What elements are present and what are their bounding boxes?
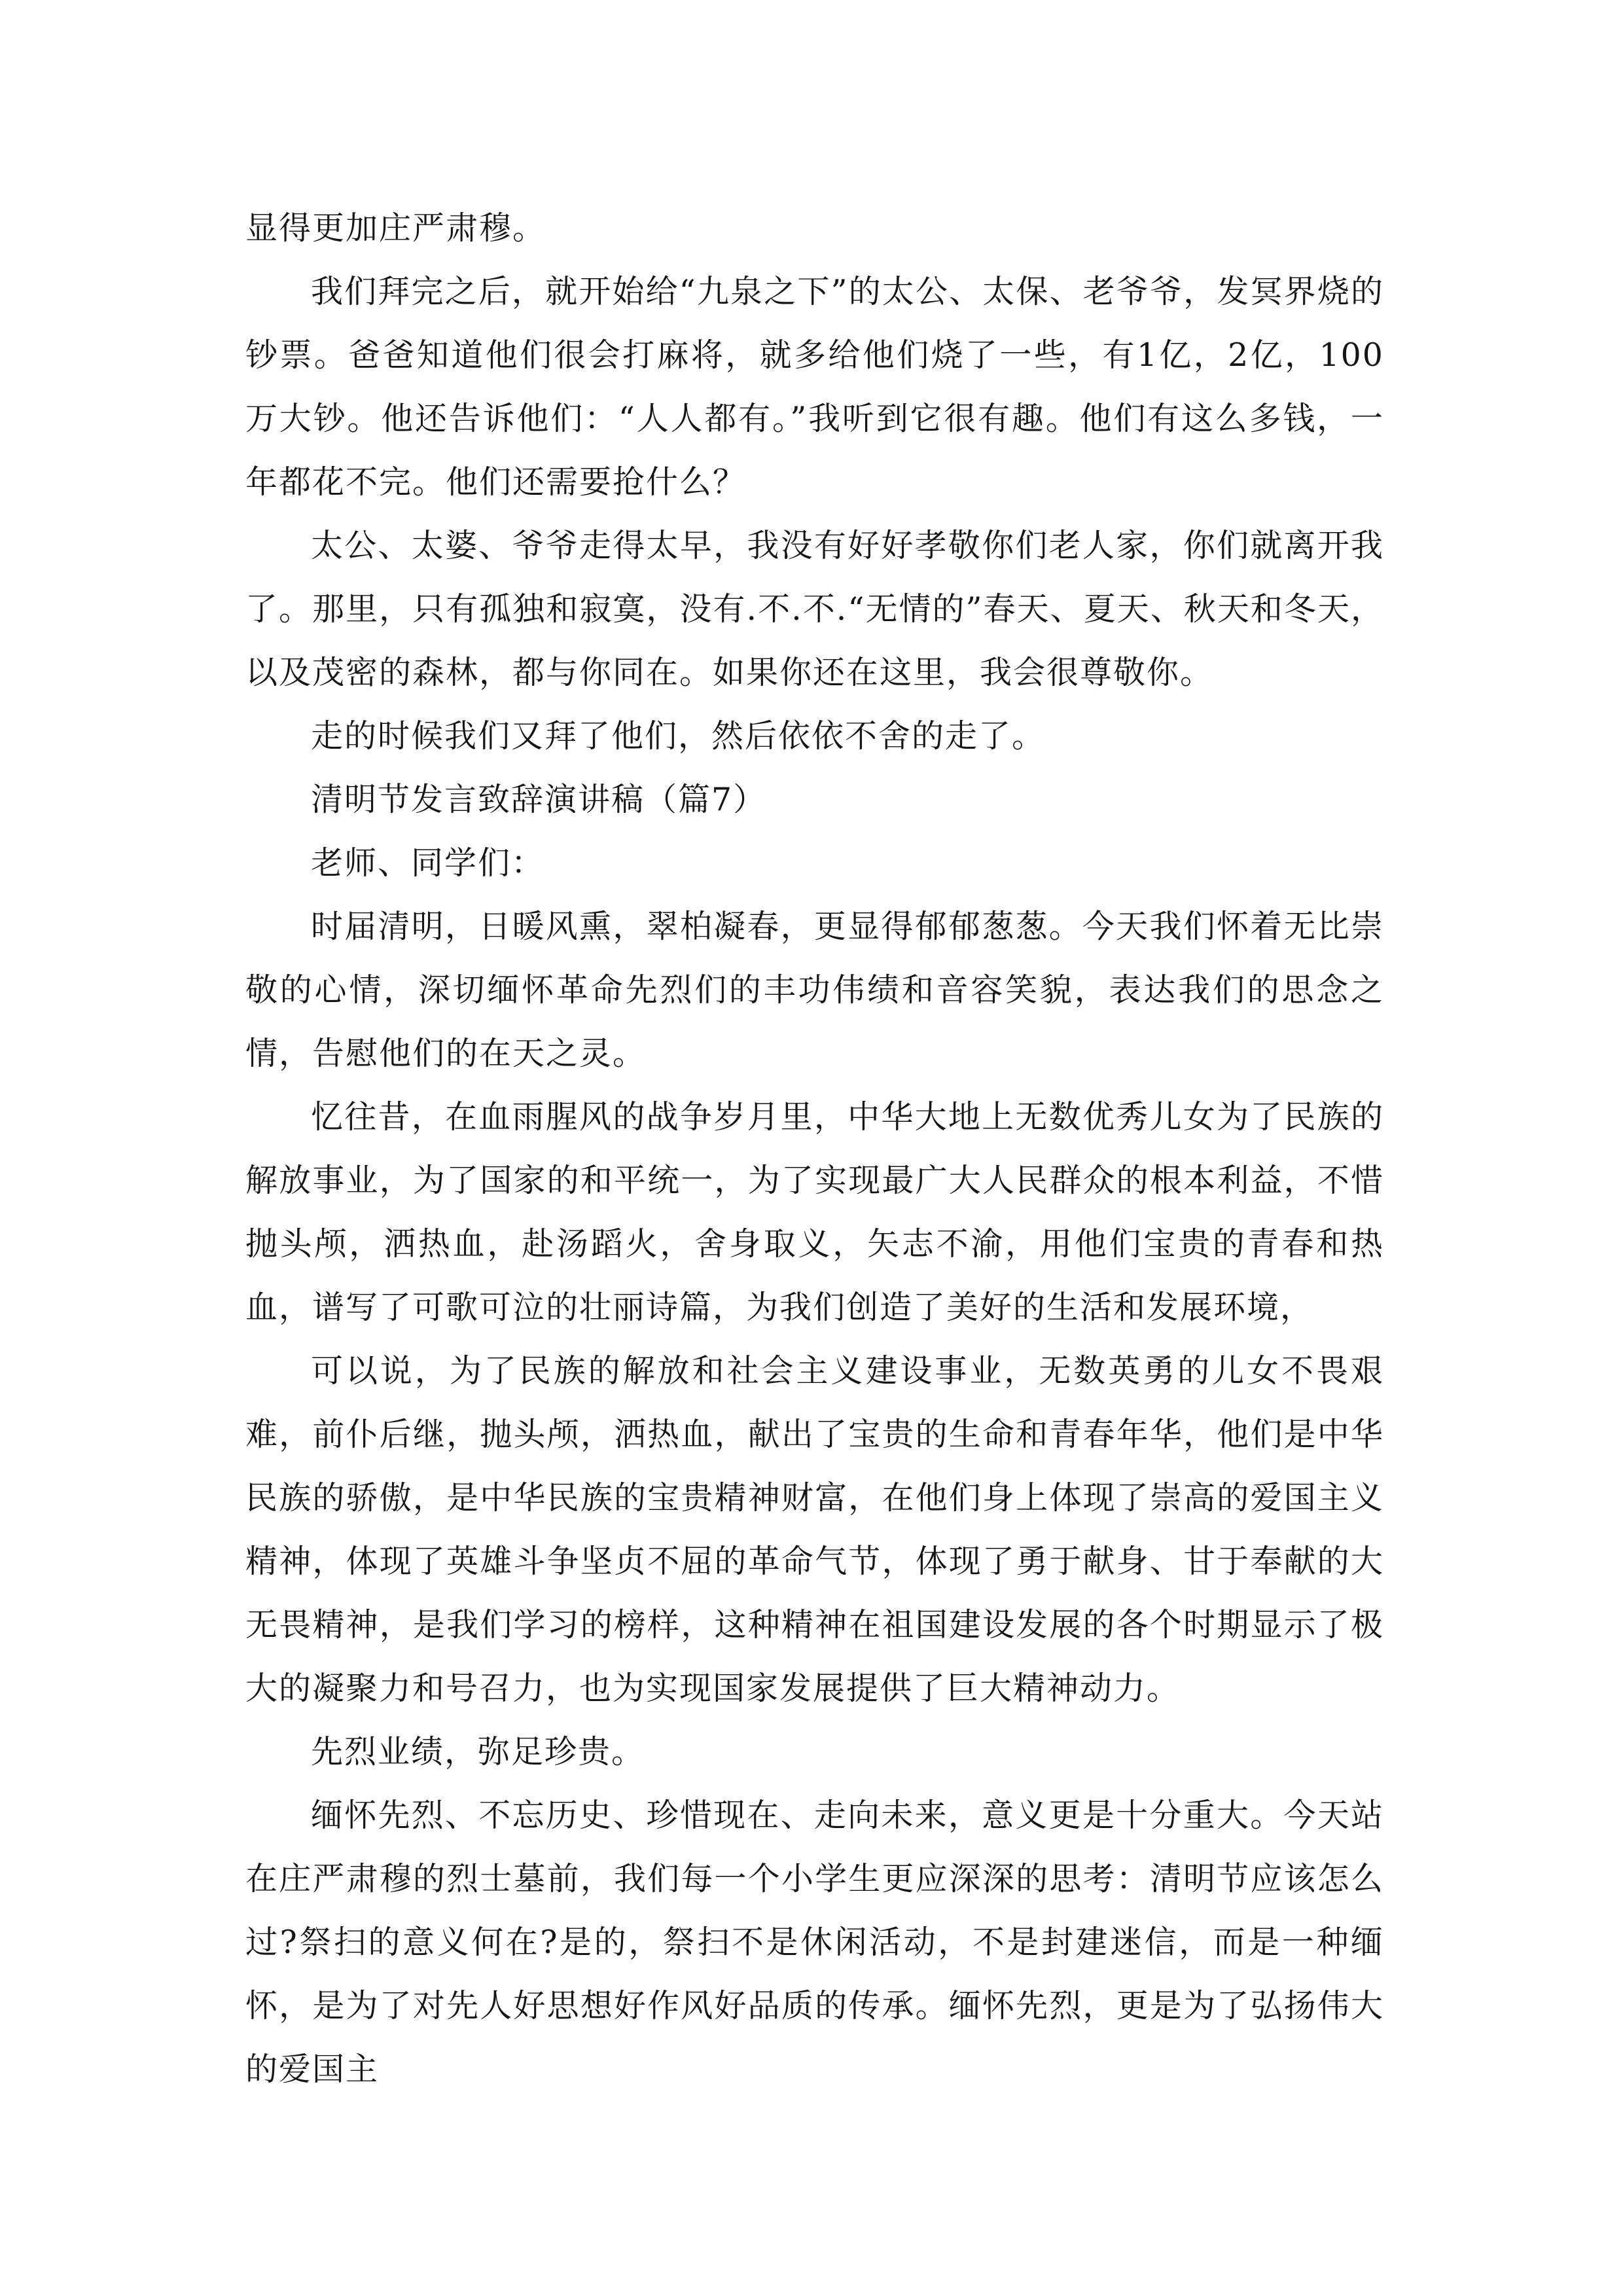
salutation: 老师、同学们： xyxy=(311,844,545,882)
paragraph-history: 忆往昔，在血雨腥风的战争岁月里，中华大地上无数优秀儿女为了民族的解放事业，为了国家的和平统一，为了实现最广大人民群众的根本利益，不惜抛头颅，洒热血，赴汤蹈火，舍身取义，矢志不渝，用他们宝贵的青春和热血，谱写了可歌可泣的壮丽诗篇，为我们创造了美好的生活和发展环境， xyxy=(245,1098,1384,1326)
document-body xyxy=(245,196,1384,2101)
paragraph-meaning: 缅怀先烈、不忘历史、珍惜现在、走向未来，意义更是十分重大。今天站在庄严肃穆的烈士墓前，我们每一个小学生更应深深的思考：清明节应该怎么过?祭扫的意义何在?是的，祭扫不是休闲活动，不是封建迷信，而是一种缅怀，是为了对先人好思想好作风好品质的传承。缅怀先烈，更是为了弘扬伟大的爱国主 xyxy=(245,1797,1384,2088)
paragraph-paper-money: 我们拜完之后，就开始给“九泉之下”的太公、太保、老爷爷，发冥界烧的钞票。爸爸知道他们很会打麻将，就多给他们烧了一些，有1亿，2亿，100万大钞。他还告诉他们：“人人都有。”我听到它很有趣。他们有这么多钱，一年都花不完。他们还需要抢什么？ xyxy=(245,273,1384,501)
paragraph-ancestors: 太公、太婆、爷爷走得太早，我没有好好孝敬你们老人家，你们就离开我了。那里，只有孤独和寂寞，没有.不.不.“无情的”春天、夏天、秋天和冬天，以及茂密的森林，都与你同在。如果你还在这里，我会很尊敬你。 xyxy=(245,527,1384,691)
paragraph-opening: 时届清明，日暖风熏，翠柏凝春，更显得郁郁葱葱。今天我们怀着无比崇敬的心情，深切缅怀革命先烈们的丰功伟绩和音容笑貌，表达我们的思念之情，告慰他们的在天之灵。 xyxy=(245,908,1384,1072)
paragraph-farewell: 走的时候我们又拜了他们，然后依依不舍的走了。 xyxy=(311,717,1046,755)
paragraph-heroes: 可以说，为了民族的解放和社会主义建设事业，无数英勇的儿女不畏艰难，前仆后继，抛头颅，洒热血，献出了宝贵的生命和青春年华，他们是中华民族的骄傲，是中华民族的宝贵精神财富，在他们身上体现了崇高的爱国主义精神，体现了英雄斗争坚贞不屈的革命气节，体现了勇于献身、甘于奉献的大无畏精神，是我们学习的榜样，这种精神在祖国建设发展的各个时期显示了极大的凝聚力和号召力，也为实现国家发展提供了巨大精神动力。 xyxy=(245,1352,1384,1707)
paragraph-precious: 先烈业绩，弥足珍贵。 xyxy=(311,1733,645,1770)
paragraph-continuation: 显得更加庄严肃穆。 xyxy=(245,209,546,247)
section-heading: 清明节发言致辞演讲稿（篇7） xyxy=(311,781,767,818)
